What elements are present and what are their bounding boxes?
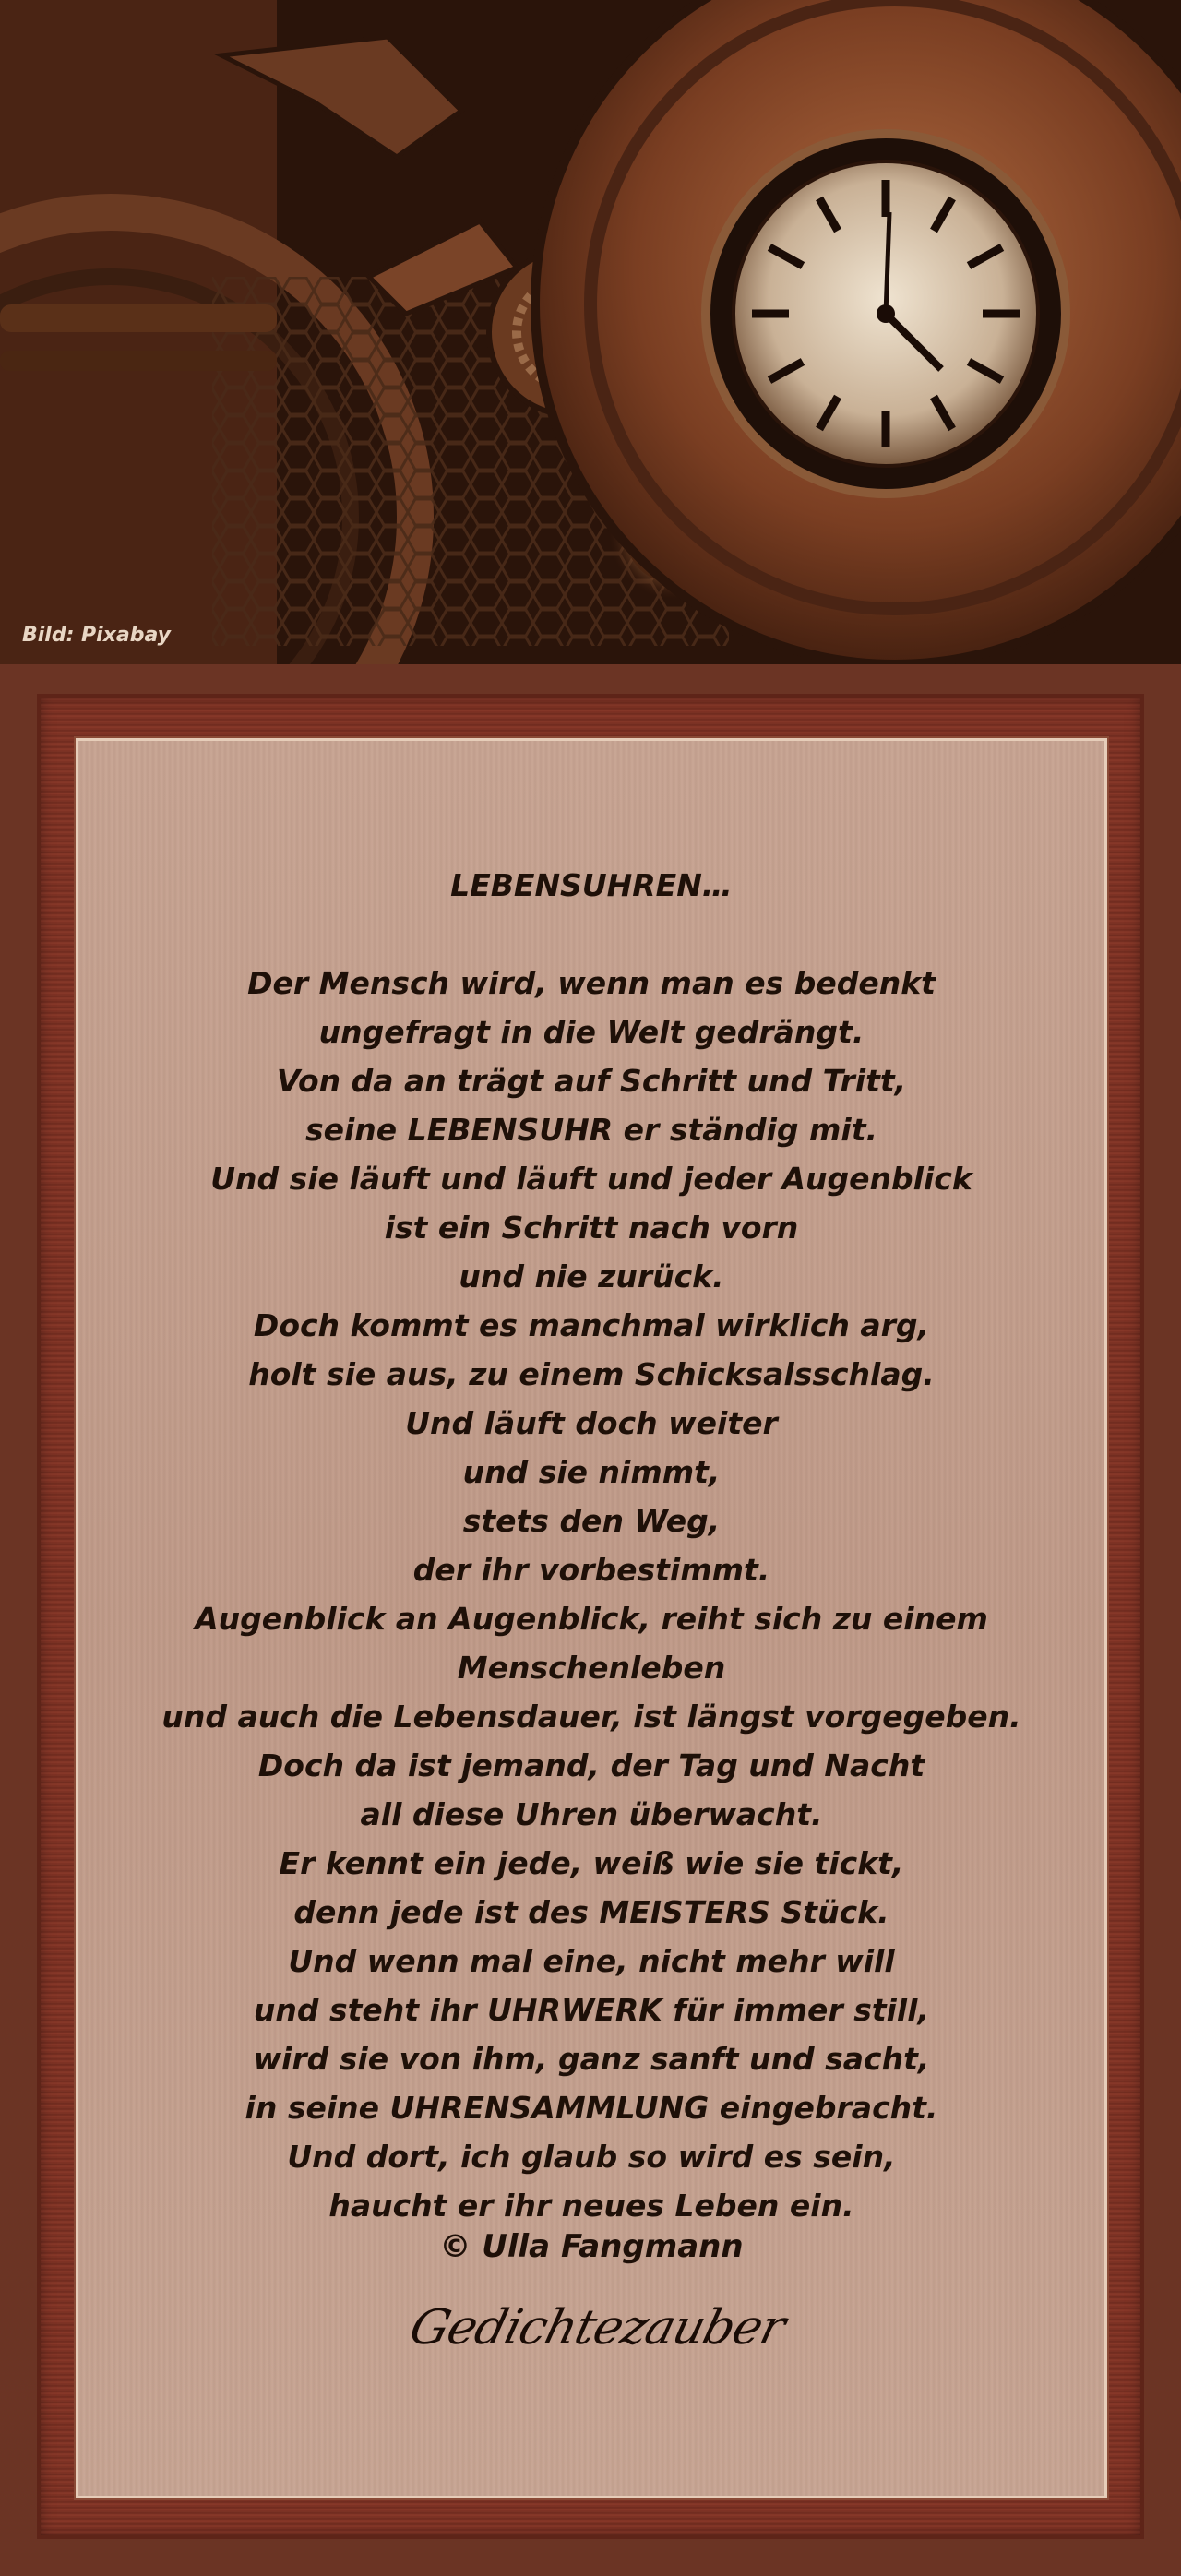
poem-line: Er kennt ein jede, weiß wie sie tickt,: [279, 1845, 904, 1881]
poem-line: ist ein Schritt nach vorn: [384, 1210, 799, 1246]
poem-line: Und läuft doch weiter: [405, 1405, 778, 1441]
poem-line: ungefragt in die Welt gedrängt.: [318, 1014, 865, 1050]
poem-line: in seine UHRENSAMMLUNG eingebracht.: [245, 2090, 938, 2126]
image-credit: Bild: Pixabay: [22, 624, 172, 647]
steampunk-clock-illustration: [0, 0, 1181, 664]
poem-line: Und wenn mal eine, nicht mehr will: [288, 1943, 895, 1979]
poem-line: Menschenleben: [457, 1650, 726, 1686]
poem-line: und steht ihr UHRWERK für immer still,: [253, 1992, 930, 2028]
poem-title: LEBENSUHREN…: [450, 867, 733, 903]
poem-line: und sie nimmt,: [462, 1454, 721, 1490]
poem-line: Doch kommt es manchmal wirklich arg,: [253, 1307, 930, 1343]
poem-line: der ihr vorbestimmt.: [412, 1552, 770, 1588]
poem-line: seine LEBENSUHR er ständig mit.: [304, 1112, 878, 1148]
header-image: [0, 0, 1181, 664]
poem-line: und nie zurück.: [459, 1258, 724, 1294]
poem-panel: [76, 738, 1107, 2498]
poem-line: denn jede ist des MEISTERS Stück.: [293, 1894, 889, 1930]
poem-line: Von da an trägt auf Schritt und Tritt,: [276, 1063, 907, 1099]
poem-line: wird sie von ihm, ganz sanft und sacht,: [253, 2041, 930, 2077]
poem-line: stets den Weg,: [462, 1503, 721, 1539]
copyright-line: © Ulla Fangmann: [439, 2228, 744, 2265]
poem-line: Augenblick an Augenblick, reiht sich zu einem: [195, 1601, 988, 1637]
poem-line: haucht er ihr neues Leben ein.: [328, 2188, 854, 2224]
poem-line: Doch da ist jemand, der Tag und Nacht: [257, 1747, 925, 1783]
poem-line: all diese Uhren überwacht.: [360, 1796, 823, 1832]
poem-frame: [37, 694, 1144, 2539]
poem-body: [78, 861, 1104, 2230]
poem-line: und auch die Lebensdauer, ist längst vorgegeben.: [161, 1699, 1021, 1735]
poem-line: Und sie läuft und läuft und jeder Augenblick: [210, 1161, 972, 1197]
poem-line: Der Mensch wird, wenn man es bedenkt: [247, 965, 936, 1001]
poem-line: holt sie aus, zu einem Schicksalsschlag.: [248, 1356, 935, 1392]
signature-logo: Gedichtezauber: [404, 2300, 791, 2355]
poem-line: Und dort, ich glaub so wird es sein,: [287, 2139, 896, 2175]
